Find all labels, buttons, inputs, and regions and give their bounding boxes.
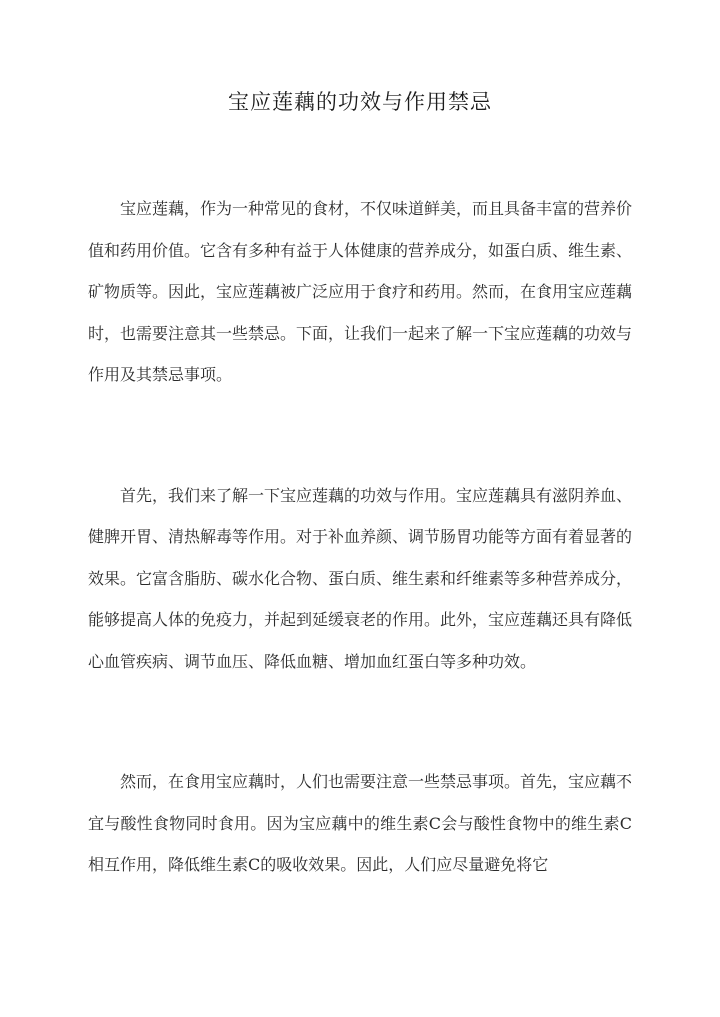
paragraph-benefits: 首先，我们来了解一下宝应莲藕的功效与作用。宝应莲藕具有滋阴养血、健脾开胃、清热解毒等作用。对于补血养颜、调节肠胃功能等方面有着显著的效果。它富含脂肪、碳水化合物、蛋白质、维生素和纤维素等多种营养成分，能够提高人体的免疫力，并起到延缓衰老的作用。此外，宝应莲藕还具有降低心血管疾病、调节血压、降低血糖、增加血红蛋白等多种功效。 xyxy=(88,485,633,671)
paragraph-intro: 宝应莲藕，作为一种常见的食材，不仅味道鲜美，而且具备丰富的营养价值和药用价值。它含有多种有益于人体健康的营养成分，如蛋白质、维生素、矿物质等。因此，宝应莲藕被广泛应用于食疗和药用。然而，在食用宝应莲藕时，也需要注意其一些禁忌。下面，让我们一起来了解一下宝应莲藕的功效与作用及其禁忌事项。 xyxy=(88,199,633,384)
paragraph-taboos: 然而，在食用宝应藕时，人们也需要注意一些禁忌事项。首先，宝应藕不宜与酸性食物同时食用。因为宝应藕中的维生素C会与酸性食物中的维生素C相互作用，降低维生素C的吸收效果。因此，人们应尽量避免将它 xyxy=(88,772,633,874)
document-title: 宝应莲藕的功效与作用禁忌 xyxy=(228,90,492,114)
